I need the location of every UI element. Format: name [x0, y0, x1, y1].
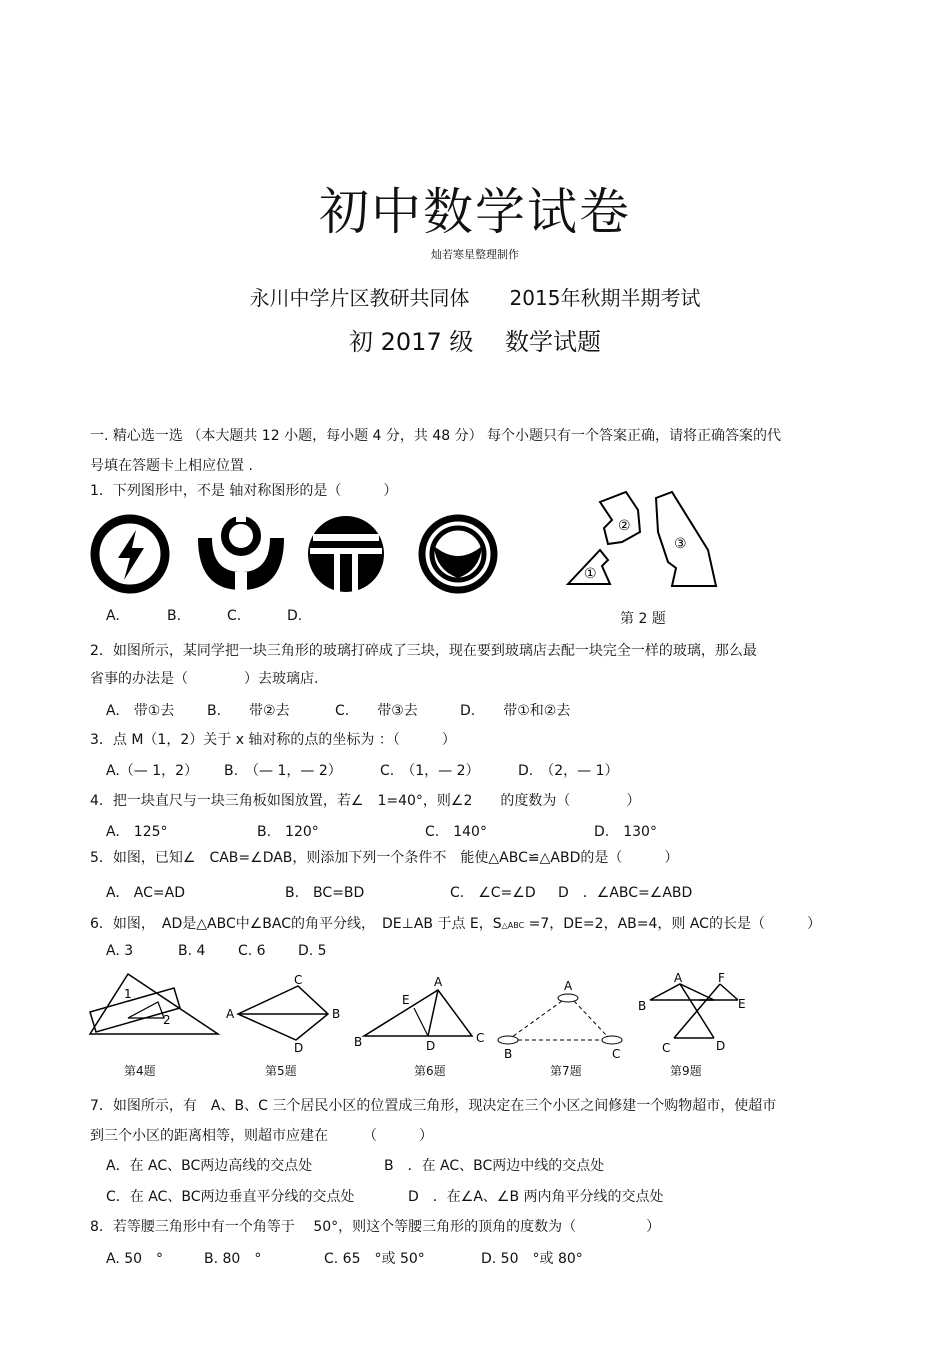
svg-text:C: C — [612, 1047, 621, 1060]
logo-b-ring-icon — [198, 514, 284, 590]
q6-stem: 6．如图， AD是△ABC中∠BAC的角平分线， DE⊥AB 于点 E，S△ABC =7，DE=2，AB=4，则 AC的长是（ ） — [90, 916, 821, 932]
q8-option-a: A. 50 ° — [106, 1251, 164, 1267]
q1-stem: 1．下列图形中，不是 轴对称图形的是（ ） — [90, 483, 398, 499]
section-instructions-line1: 一. 精心选一选 （本大题共 12 小题，每小题 4 分，共 48 分） 每个小题只有一个答案正确，请将正确答案的代 — [90, 428, 782, 444]
q7-stem-line1: 7．如图所示，有 A、B、C 三个居民小区的位置成三角形，现决定在三个小区之间修建一个购物超市，使超市 — [90, 1098, 777, 1114]
logo-c-gate-icon — [308, 516, 384, 594]
svg-text:C: C — [294, 973, 303, 987]
q5-option-a: A. AC=AD — [106, 885, 185, 901]
svg-text:D: D — [426, 1039, 436, 1053]
q4-option-a: A. 125° — [106, 824, 168, 840]
q2-broken-glass-figure — [560, 488, 730, 598]
svg-text:2: 2 — [163, 1013, 171, 1027]
geometry-figures-row — [88, 968, 768, 1060]
svg-text:B: B — [332, 1007, 341, 1021]
svg-text:1: 1 — [124, 987, 132, 1001]
q1-option-b: B. — [167, 608, 182, 624]
q2-option-d: D. 带①和②去 — [460, 703, 571, 719]
q1-logos — [88, 510, 498, 600]
q6-option-c: C. 6 — [238, 943, 266, 959]
q2-option-b: B. 带②去 — [207, 703, 290, 719]
fig6-caption: 第6题 — [414, 1064, 446, 1078]
q1-option-d: D. — [287, 608, 303, 624]
fig7-three-neighborhoods — [498, 979, 622, 1060]
q3-option-d: D. （2，— 1） — [518, 763, 619, 779]
q5-stem: 5．如图，已知∠ CAB=∠DAB，则添加下列一个条件不 能使△ABC≌△ABD的是（ ） — [90, 850, 679, 866]
fig7-caption: 第7题 — [550, 1064, 582, 1078]
q8-option-d: D. 50 °或 80° — [481, 1251, 583, 1267]
q2-option-c: C. 带③去 — [335, 703, 418, 719]
q1-option-a: A. — [106, 608, 120, 624]
svg-text:A: A — [226, 1007, 235, 1021]
fig9-crossed-triangles — [638, 971, 746, 1055]
q2-stem-line1: 2．如图所示，某同学把一块三角形的玻璃打碎成了三块，现在要到玻璃店去配一块完全一样的玻璃，那么最 — [90, 643, 757, 659]
q4-stem: 4．把一块直尺与一块三角板如图放置，若∠ 1=40°，则∠2 的度数为（ ） — [90, 793, 641, 809]
q4-option-c: C. 140° — [425, 824, 487, 840]
q6-option-b: B. 4 — [178, 943, 206, 959]
logo-d-shield-icon — [422, 518, 494, 590]
q7-option-a: A．在 AC、BC两边高线的交点处 — [106, 1158, 313, 1174]
q7-option-d: D ．在∠A、∠B 两内角平分线的交点处 — [408, 1189, 664, 1205]
svg-text:D: D — [716, 1039, 726, 1053]
q4-option-b: B. 120° — [257, 824, 319, 840]
svg-text:B: B — [638, 999, 647, 1013]
q7-stem-line2: 到三个小区的距离相等，则超市应建在 （ ） — [90, 1128, 433, 1144]
q2-option-a: A. 带①去 — [106, 703, 175, 719]
q5-option-d: D ．∠ABC=∠ABD — [558, 885, 693, 901]
svg-text:B: B — [354, 1035, 363, 1049]
fig5-quadrilateral — [226, 973, 340, 1055]
q8-option-c: C. 65 °或 50° — [324, 1251, 425, 1267]
q8-option-b: B. 80 ° — [204, 1251, 262, 1267]
q5-option-c: C. ∠C=∠D — [450, 885, 536, 901]
svg-text:C: C — [662, 1041, 671, 1055]
logo-a-lightning-icon — [95, 519, 165, 589]
svg-text:D: D — [294, 1041, 304, 1055]
q6-option-d: D. 5 — [298, 943, 327, 959]
svg-text:F: F — [718, 971, 725, 985]
exam-heading: 永川中学片区教研共同体 2015年秋期半期考试 — [249, 286, 701, 310]
q6-option-a: A. 3 — [106, 943, 134, 959]
glass-piece-1-label: ① — [584, 566, 597, 582]
q5-option-b: B. BC=BD — [285, 885, 365, 901]
q3-option-a: A.（— 1，2） — [106, 763, 199, 779]
svg-text:A: A — [434, 975, 443, 989]
svg-text:E: E — [402, 993, 410, 1007]
q1-option-c: C. — [227, 608, 242, 624]
glass-piece-2-label: ② — [618, 518, 631, 534]
fig4-ruler-triangle — [90, 974, 218, 1034]
q7-option-b: B ．在 AC、BC两边中线的交点处 — [384, 1158, 605, 1174]
q4-option-d: D. 130° — [594, 824, 657, 840]
svg-text:A: A — [564, 979, 573, 993]
q2-stem-line2: 省事的办法是（ ）去玻璃店. — [90, 671, 319, 687]
triangle-area-subscript: △ABC — [501, 921, 525, 930]
section-instructions-line2: 号填在答题卡上相应位置 . — [90, 458, 253, 474]
q3-option-b: B. （— 1，— 2） — [224, 763, 342, 779]
q3-option-c: C. （1，— 2） — [380, 763, 480, 779]
fig5-caption: 第5题 — [265, 1064, 297, 1078]
exam-subheading: 初 2017 级 数学试题 — [349, 328, 601, 356]
svg-text:E: E — [738, 997, 746, 1011]
q7-option-c: C．在 AC、BC两边垂直平分线的交点处 — [106, 1189, 355, 1205]
svg-text:A: A — [674, 971, 683, 985]
q8-stem: 8．若等腰三角形中有一个角等于 50°，则这个等腰三角形的顶角的度数为（ ） — [90, 1219, 661, 1235]
fig6-triangle — [354, 975, 484, 1053]
svg-text:C: C — [476, 1031, 485, 1045]
q2-figure-caption: 第 2 题 — [620, 611, 666, 627]
page-title: 初中数学试卷 — [319, 183, 631, 241]
credit-line: 灿若寒星整理制作 — [431, 248, 519, 261]
fig9-caption: 第9题 — [670, 1064, 702, 1078]
fig4-caption: 第4题 — [124, 1064, 156, 1078]
svg-text:B: B — [504, 1047, 513, 1060]
q3-stem: 3．点 M（1，2）关于 x 轴对称的点的坐标为 ：（ ） — [90, 732, 456, 748]
glass-piece-3-label: ③ — [674, 536, 687, 552]
